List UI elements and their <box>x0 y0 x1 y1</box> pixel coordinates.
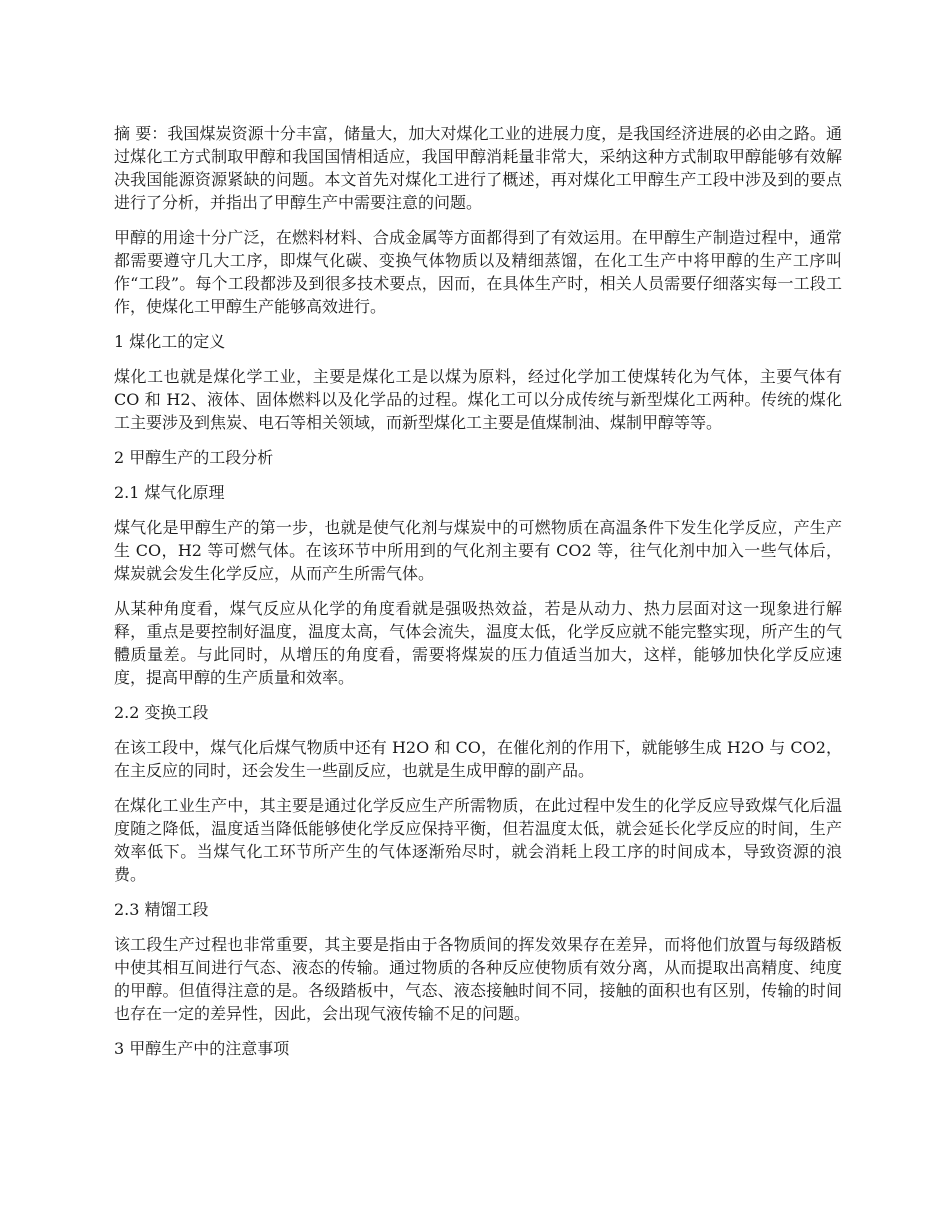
section-2-1-paragraph-1: 煤气化是甲醇生产的第一步，也就是使气化剂与煤炭中的可燃物质在高温条件下发生化学反应，产生产生 CO，H2 等可燃气体。在该环节中所用到的气化剂主要有 CO2 等，往气化剂中加入一些气体后，煤炭就会发生化学反应，从而产生所需气体。 <box>114 518 842 583</box>
section-2-2-paragraph-2: 在煤化工业生产中，其主要是通过化学反应生产所需物质，在此过程中发生的化学反应导致煤气化后温度随之降低，温度适当降低能够使化学反应保持平衡，但若温度太低，就会延长化学反应的时间，生产效率低下。当煤气化工环节所产生的气体逐渐殆尽时，就会消耗上段工序的时间成本，导致资源的浪费。 <box>114 796 842 884</box>
section-2-1-paragraph-2: 从某种角度看，煤气反应从化学的角度看就是强吸热效益，若是从动力、热力层面对这一现象进行解释，重点是要控制好温度，温度太高，气体会流失，温度太低，化学反应就不能完整实现，所产生的气體质量差。与此同时，从增压的角度看，需要将煤炭的压力值适当加大，这样，能够加快化学反应速度，提高甲醇的生产质量和效率。 <box>114 599 842 687</box>
document-page <box>114 122 842 1072</box>
section-2-2-heading: 2.2 变换工段 <box>114 703 209 722</box>
section-2-2-paragraph-1: 在该工段中，煤气化后煤气物质中还有 H2O 和 CO，在催化剂的作用下，就能够生成 H2O 与 CO2，在主反应的同时，还会发生一些副反应，也就是生成甲醇的副产品。 <box>114 738 842 780</box>
section-1-paragraph: 煤化工也就是煤化学工业，主要是煤化工是以煤为原料，经过化学加工使煤转化为气体，主要气体有 CO 和 H2、液体、固体燃料以及化学品的过程。煤化工可以分成传统与新型煤化工两种。传统的煤化工主要涉及到焦炭、电石等相关领域，而新型煤化工主要是值煤制油、煤制甲醇等等。 <box>114 367 842 432</box>
section-2-3-paragraph: 该工段生产过程也非常重要，其主要是指由于各物质间的挥发效果存在差异，而将他们放置与每级踏板中使其相互间进行气态、液态的传输。通过物质的各种反应使物质有效分离，从而提取出高精度、纯度的甲醇。但值得注意的是。各级踏板中，气态、液态接触时间不同，接触的面积也有区别，传输的时间也存在一定的差异性，因此，会出现气液传输不足的问题。 <box>114 935 842 1023</box>
intro-paragraph: 甲醇的用途十分广泛，在燃料材料、合成金属等方面都得到了有效运用。在甲醇生产制造过程中，通常都需要遵守几大工序，即煤气化碳、变换气体物质以及精细蒸馏，在化工生产中将甲醇的生产工序叫作“工段”。每个工段都涉及到很多技术要点，因而，在具体生产时，相关人员需要仔细落实每一工段工作，使煤化工甲醇生产能够高效进行。 <box>114 228 842 316</box>
section-2-1-heading: 2.1 煤气化原理 <box>114 483 225 502</box>
abstract-paragraph: 摘 要：我国煤炭资源十分丰富，储量大，加大对煤化工业的进展力度，是我国经济进展的必由之路。通过煤化工方式制取甲醇和我国国情相适应，我国甲醇消耗量非常大，采纳这种方式制取甲醇能够有效解决我国能源资源紧缺的问题。本文首先对煤化工进行了概述，再对煤化工甲醇生产工段中涉及到的要点进行了分析，并指出了甲醇生产中需要注意的问题。 <box>114 124 842 212</box>
section-2-3-heading: 2.3 精馏工段 <box>114 900 209 919</box>
section-1-heading: 1 煤化工的定义 <box>114 332 226 351</box>
section-2-heading: 2 甲醇生产的工段分析 <box>114 448 274 467</box>
section-3-heading: 3 甲醇生产中的注意事项 <box>114 1039 290 1058</box>
